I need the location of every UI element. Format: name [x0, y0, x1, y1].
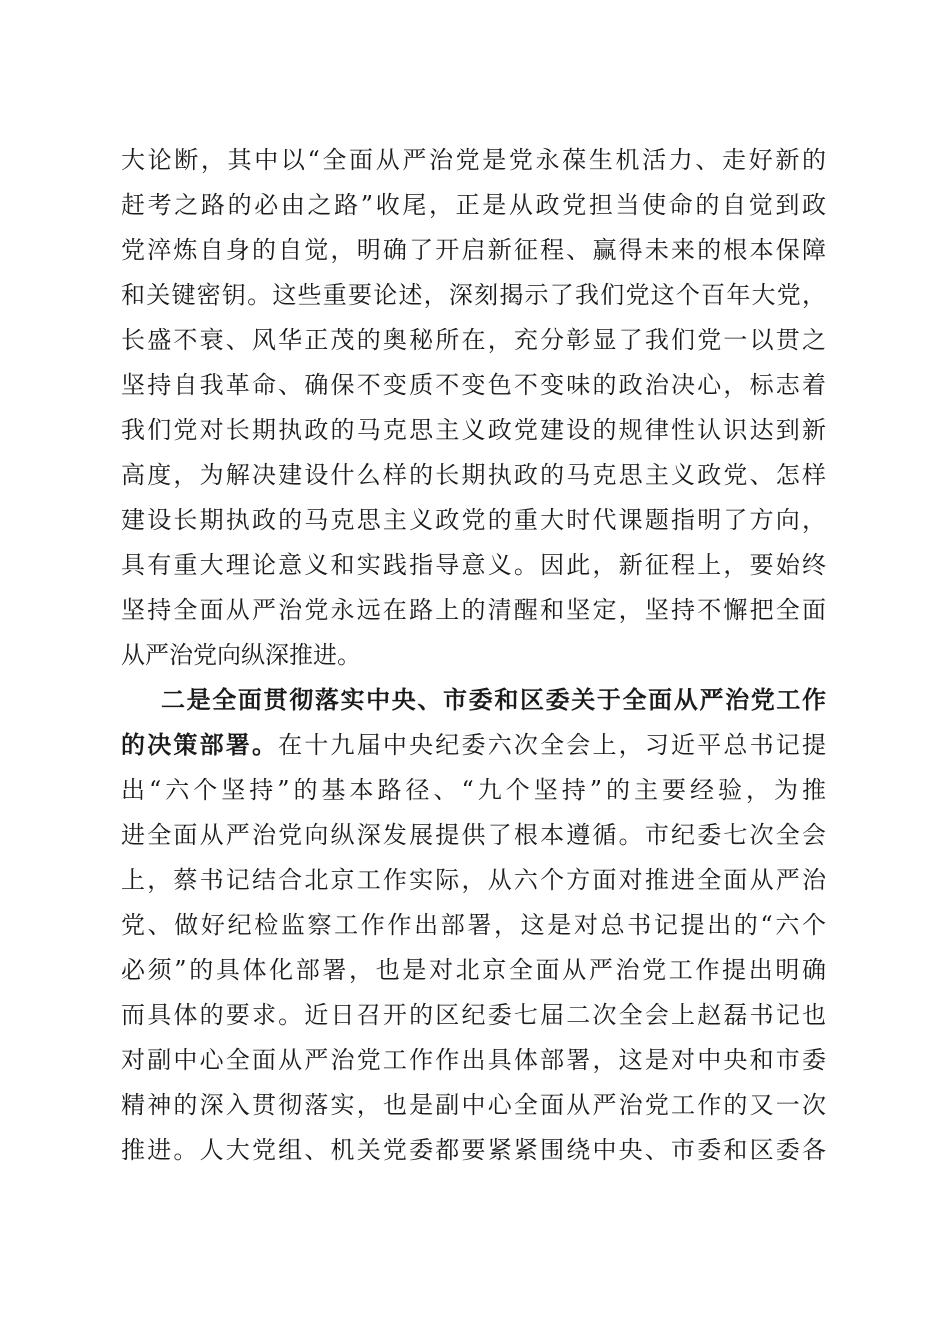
section-heading-end: 的决策部署。: [121, 730, 279, 759]
text-line: 对副中心全面从严治党工作作出具体部署，这是对中央和市委: [121, 1046, 826, 1074]
text-line: 高度，为解决建设什么样的长期执政的马克思主义政党、怎样: [121, 461, 826, 489]
text-line: 坚持自我革命、确保不变质不变色不变味的政治决心，标志着: [121, 371, 826, 399]
text-line: 上，蔡书记结合北京工作实际，从六个方面对推进全面从严治: [121, 866, 826, 894]
text-line: 大论断，其中以“全面从严治党是党永葆生机活力、走好新的: [121, 146, 826, 174]
text-line: 推进。人大党组、机关党委都要紧紧围绕中央、市委和区委各: [121, 1136, 826, 1164]
text-line: 出“六个坚持”的基本路径、“九个坚持”的主要经验，为推: [121, 776, 826, 804]
text-line: 精神的深入贯彻落实，也是副中心全面从严治党工作的又一次: [121, 1091, 826, 1119]
text-line: 和关键密钥。这些重要论述，深刻揭示了我们党这个百年大党，: [121, 281, 826, 309]
text-line: 党淬炼自身的自觉，明确了开启新征程、赢得未来的根本保障: [121, 236, 826, 264]
text-line: 坚持全面从严治党永远在路上的清醒和坚定，坚持不懈把全面: [121, 596, 826, 624]
text-line: 而具体的要求。近日召开的区纪委七届二次全会上赵磊书记也: [121, 1001, 826, 1029]
text-line: 长盛不衰、风华正茂的奥秘所在，充分彰显了我们党一以贯之: [121, 326, 826, 354]
text-line: 我们党对长期执政的马克思主义政党建设的规律性认识达到新: [121, 416, 826, 444]
text-line: 必须”的具体化部署，也是对北京全面从严治党工作提出明确: [121, 956, 826, 984]
text-span: 在十九届中央纪委六次全会上，习近平总书记提: [278, 731, 826, 759]
text-line: [121, 723, 826, 767]
text-line: 进全面从严治党向纵深发展提供了根本遵循。市纪委七次全会: [121, 821, 826, 849]
text-line: 赶考之路的必由之路”收尾，正是从政党担当使命的自觉到政: [121, 191, 826, 219]
text-line: 建设长期执政的马克思主义政党的重大时代课题指明了方向，: [121, 506, 826, 534]
section-heading: 二是全面贯彻落实中央、市委和区委关于全面从严治党工作: [161, 685, 826, 714]
text-line: 从严治党向纵深推进。: [121, 641, 361, 669]
text-line: 具有重大理论意义和实践指导意义。因此，新征程上，要始终: [121, 551, 826, 579]
text-line: 党、做好纪检监察工作作出部署，这是对总书记提出的“六个: [121, 911, 826, 939]
